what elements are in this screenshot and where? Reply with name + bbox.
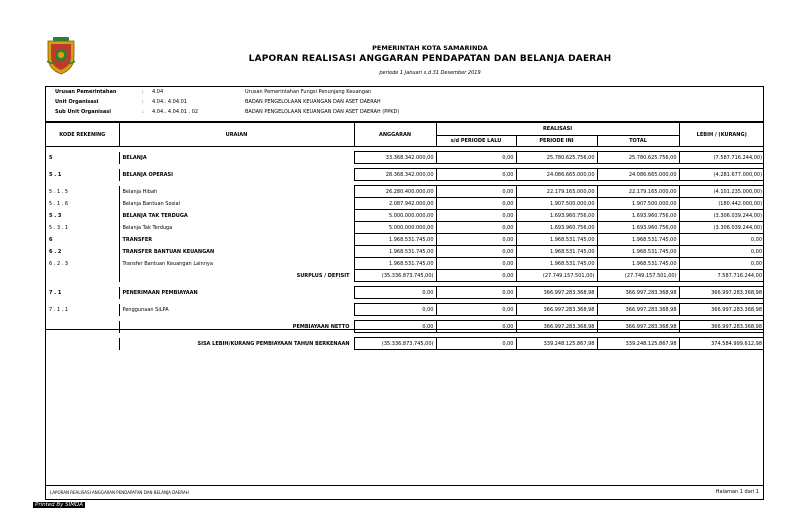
col-header-sd-lalu: s/d PERIODE LALU: [436, 136, 516, 147]
uraian-cell: TRANSFER BANTUAN KEUANGAN: [119, 246, 354, 258]
lalu-cell: 0,00: [436, 186, 516, 198]
anggaran-cell: 28.368.342.000,00: [354, 169, 436, 181]
col-header-total: TOTAL: [597, 136, 679, 147]
anggaran-cell: 26.280.400.000,00: [354, 186, 436, 198]
lebih-cell: 0,00: [679, 234, 764, 246]
total-cell: 366.997.283.368,98: [597, 304, 679, 316]
lalu-cell: 0,00: [436, 258, 516, 270]
uraian-cell: SURPLUS / DEFISIT: [119, 270, 354, 282]
table-row: [46, 304, 764, 316]
table-row: [46, 258, 764, 270]
table-row: [46, 169, 764, 181]
uraian-cell: Belanja Tak Terduga: [119, 222, 354, 234]
info-label: Urusan Pemerintahan: [55, 89, 117, 95]
lebih-cell: 0,00: [679, 258, 764, 270]
info-code: 4.04.. 4.04.01: [152, 99, 187, 105]
lalu-cell: 0,00: [436, 321, 516, 333]
col-header-periode-ini: PERIODE INI: [516, 136, 597, 147]
anggaran-cell: 5.000.000.000,00: [354, 222, 436, 234]
info-desc: BADAN PENGELOLAAN KEUANGAN DAN ASET DAERAH: [245, 99, 381, 105]
info-code: 4.04.. 4.04.01 . 02: [152, 109, 199, 115]
uraian-cell: SISA LEBIH/KURANG PEMBIAYAAN TAHUN BERKENAAN: [119, 338, 354, 350]
lalu-cell: 0,00: [436, 210, 516, 222]
kode-cell: 6 . 2 . 3: [49, 260, 69, 267]
table-row-subtotal: [46, 321, 764, 333]
kode-cell: 7 . 1: [49, 289, 62, 296]
total-cell: 1.968.531.745,00: [597, 234, 679, 246]
uraian-cell: BELANJA: [119, 152, 354, 164]
lebih-cell: (7.587.716.244,00): [679, 152, 764, 164]
info-code: 4.04: [152, 89, 164, 95]
table-row: [46, 246, 764, 258]
ini-cell: 1.968.531.745,00: [516, 258, 597, 270]
table-row: [46, 186, 764, 198]
kode-cell: [46, 338, 119, 350]
lalu-cell: 0,00: [436, 169, 516, 181]
total-cell: 366.997.283.368,98: [597, 287, 679, 299]
kode-cell: 5: [49, 154, 53, 161]
anggaran-cell: (35.336.873.745,00): [354, 338, 436, 350]
col-header-uraian: URAIAN: [119, 123, 354, 147]
lalu-cell: 0,00: [436, 270, 516, 282]
table-row: [46, 287, 764, 299]
ini-cell: (27.749.157.501,00): [516, 270, 597, 282]
ini-cell: 25.780.625.756,00: [516, 152, 597, 164]
report-period: periode 1 Januari s.d 31 Desember 2019: [379, 70, 481, 76]
total-cell: 1.693.960.756,00: [597, 222, 679, 234]
info-label: Sub Unit Organisasi: [55, 109, 111, 115]
kode-cell: 5 . 3: [49, 212, 62, 219]
uraian-cell: Penggunaan SiLPA: [119, 304, 354, 316]
lebih-cell: 374.584.999.612,98: [679, 338, 764, 350]
lebih-cell: 366.997.283.368,98: [679, 287, 764, 299]
organization-info: [46, 87, 763, 122]
table-row: [46, 210, 764, 222]
lebih-cell: 366.997.283.368,98: [679, 321, 764, 333]
ini-cell: 366.997.283.368,98: [516, 304, 597, 316]
anggaran-cell: 33.368.342.000,00: [354, 152, 436, 164]
ini-cell: 1.693.960.756,00: [516, 222, 597, 234]
col-header-realisasi: REALISASI: [436, 123, 679, 136]
total-cell: 1.693.960.756,00: [597, 210, 679, 222]
lalu-cell: 0,00: [436, 234, 516, 246]
kode-cell: 5 . 1: [49, 171, 62, 178]
lebih-cell: 0,00: [679, 246, 764, 258]
table-row: [46, 222, 764, 234]
info-colon: :: [142, 99, 144, 105]
footer-report-name: LAPORAN REALISASI ANGGARAN PENDAPATAN DAN BELANJA DAERAH: [50, 490, 189, 495]
anggaran-cell: 1.968.531.745,00: [354, 234, 436, 246]
anggaran-cell: 5.000.000.000,00: [354, 210, 436, 222]
total-cell: 25.780.625.756,00: [597, 152, 679, 164]
table-row-total: [46, 338, 764, 350]
uraian-cell: Transfer Bantuan Keuangan Lainnya: [119, 258, 354, 270]
uraian-cell: PENERIMAAN PEMBIAYAAN: [119, 287, 354, 299]
col-header-kode: KODE REKENING: [46, 123, 119, 147]
kode-cell: 5 . 1 . 5: [49, 188, 69, 195]
uraian-cell: BELANJA TAK TERDUGA: [119, 210, 354, 222]
lebih-cell: (4.101.235.000,00): [679, 186, 764, 198]
lebih-cell: (3.306.039.244,00): [679, 210, 764, 222]
lebih-cell: (4.281.677.000,00): [679, 169, 764, 181]
table-row-subtotal: [46, 270, 764, 282]
lalu-cell: 0,00: [436, 338, 516, 350]
lalu-cell: 0,00: [436, 287, 516, 299]
lebih-cell: (3.306.039.244,00): [679, 222, 764, 234]
info-colon: :: [142, 89, 144, 95]
report-title: LAPORAN REALISASI ANGGARAN PENDAPATAN DAN BELANJA DAERAH: [248, 54, 612, 64]
total-cell: 339.248.125.867,98: [597, 338, 679, 350]
ini-cell: 1.968.531.745,00: [516, 246, 597, 258]
total-cell: (27.749.157.501,00): [597, 270, 679, 282]
ini-cell: 22.179.165.000,00: [516, 186, 597, 198]
total-cell: 1.907.500.000,00: [597, 198, 679, 210]
col-header-anggaran: ANGGARAN: [354, 123, 436, 147]
report-frame: [45, 86, 764, 500]
anggaran-cell: (35.336.873.745,00): [354, 270, 436, 282]
page-number: Halaman 1 dari 1: [715, 489, 759, 495]
uraian-cell: BELANJA OPERASI: [119, 169, 354, 181]
kode-cell: [46, 270, 119, 282]
ini-cell: 339.248.125.867,98: [516, 338, 597, 350]
total-cell: 1.968.531.745,00: [597, 258, 679, 270]
government-name: PEMERINTAH KOTA SAMARINDA: [372, 44, 488, 52]
total-cell: 1.968.531.745,00: [597, 246, 679, 258]
info-desc: Urusan Pemerintahan Fungsi Penunjang Keuangan: [245, 89, 372, 95]
ini-cell: 1.907.500.000,00: [516, 198, 597, 210]
uraian-cell: PEMBIAYAAN NETTO: [119, 321, 354, 333]
anggaran-cell: 1.968.531.745,00: [354, 258, 436, 270]
ini-cell: 24.086.665.000,00: [516, 169, 597, 181]
lebih-cell: 7.587.716.244,00: [679, 270, 764, 282]
ini-cell: 1.693.960.756,00: [516, 210, 597, 222]
kode-cell: 7 . 1 . 1: [49, 306, 69, 313]
realization-table: [46, 122, 764, 350]
uraian-cell: Belanja Bantuan Sosial: [119, 198, 354, 210]
info-label: Unit Organisasi: [55, 99, 99, 105]
anggaran-cell: 0,00: [354, 287, 436, 299]
ini-cell: 366.997.283.368,98: [516, 321, 597, 333]
anggaran-cell: 2.087.942.000,00: [354, 198, 436, 210]
lalu-cell: 0,00: [436, 246, 516, 258]
kode-cell: 5 . 3 . 1: [49, 224, 69, 231]
uraian-cell: TRANSFER: [119, 234, 354, 246]
table-row: [46, 198, 764, 210]
kode-cell: 6 . 2: [49, 248, 62, 255]
info-colon: :: [142, 109, 144, 115]
uraian-cell: Belanja Hibah: [119, 186, 354, 198]
total-cell: 24.086.665.000,00: [597, 169, 679, 181]
table-row: [46, 152, 764, 164]
info-desc: BADAN PENGELOLAAN KEUANGAN DAN ASET DAERAH (PPKD): [245, 109, 400, 115]
kode-cell: 6: [49, 236, 53, 243]
lalu-cell: 0,00: [436, 222, 516, 234]
lalu-cell: 0,00: [436, 198, 516, 210]
printed-by-stamp: Printed By SIMDA: [35, 502, 84, 508]
footer-divider: [46, 485, 763, 486]
anggaran-cell: 1.968.531.745,00: [354, 246, 436, 258]
total-cell: 366.997.283.368,98: [597, 321, 679, 333]
table-bottom-divider: [46, 329, 763, 330]
lalu-cell: 0,00: [436, 304, 516, 316]
total-cell: 22.179.165.000,00: [597, 186, 679, 198]
lebih-cell: 366.997.283.368,98: [679, 304, 764, 316]
ini-cell: 1.968.531.745,00: [516, 234, 597, 246]
lalu-cell: 0,00: [436, 152, 516, 164]
kode-cell: 5 . 1 . 6: [49, 200, 69, 207]
anggaran-cell: 0,00: [354, 304, 436, 316]
kode-cell: [46, 321, 119, 333]
table-row: [46, 234, 764, 246]
col-header-lebih: LEBIH / (KURANG): [679, 123, 764, 147]
anggaran-cell: 0,00: [354, 321, 436, 333]
lebih-cell: (180.442.000,00): [679, 198, 764, 210]
ini-cell: 366.997.283.368,98: [516, 287, 597, 299]
